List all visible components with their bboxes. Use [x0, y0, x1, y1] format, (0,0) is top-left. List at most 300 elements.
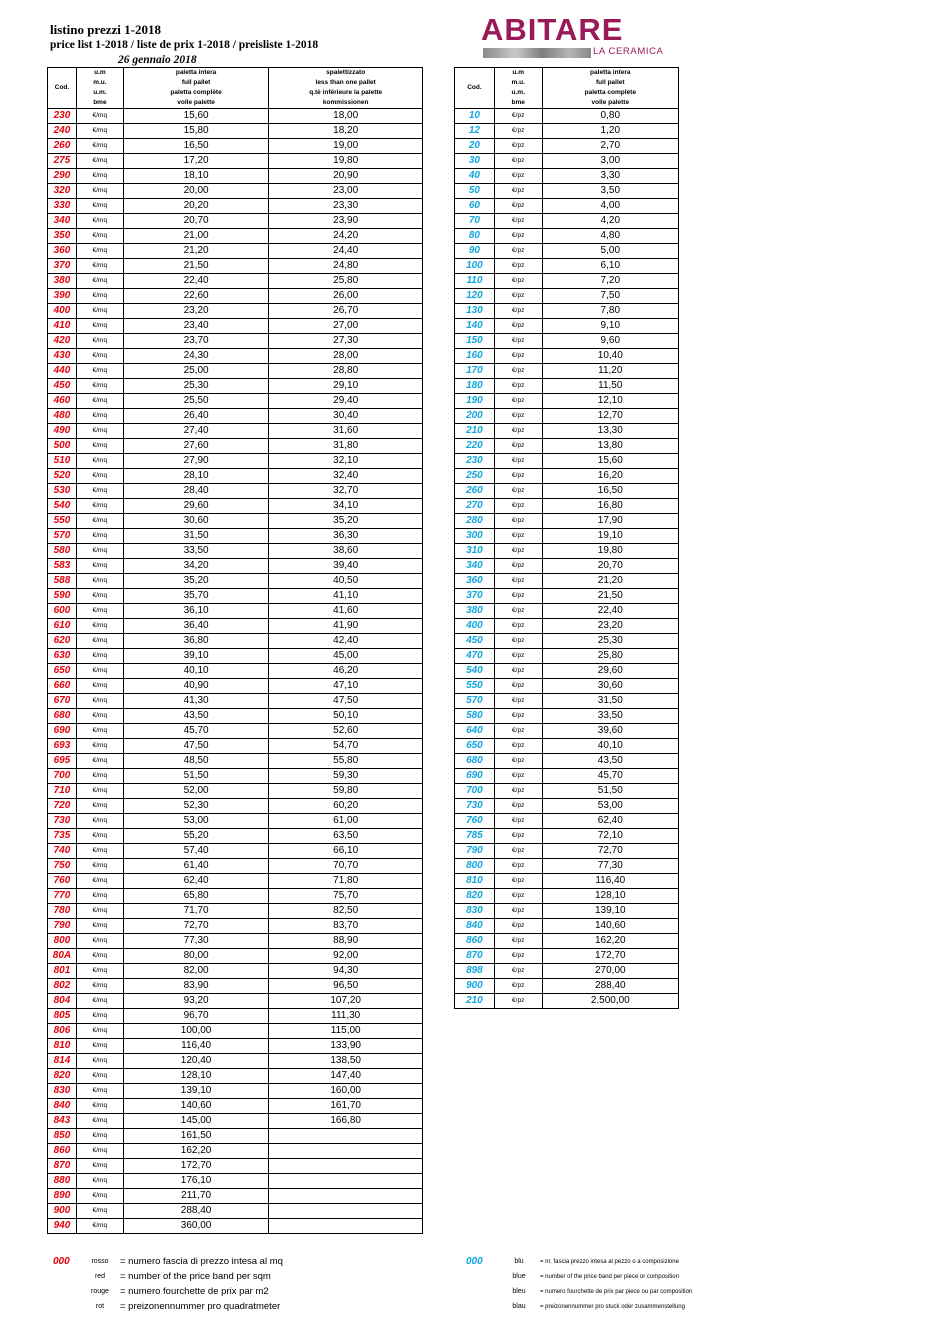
- cell-unit: €/mq: [76, 514, 123, 529]
- cell-code: 620: [48, 634, 77, 649]
- cell-code: 700: [455, 784, 495, 799]
- cell-code: 840: [48, 1099, 77, 1114]
- cell-code: 840: [455, 919, 495, 934]
- cell-partial-pallet-price: 60,20: [269, 799, 423, 814]
- cell-unit: €/mq: [76, 139, 123, 154]
- cell-full-pallet-price: 22,60: [123, 289, 269, 304]
- cell-code: 120: [455, 289, 495, 304]
- cell-full-pallet-price: 51,50: [123, 769, 269, 784]
- table-row: [48, 859, 423, 874]
- cell-partial-pallet-price: 26,00: [269, 289, 423, 304]
- cell-partial-pallet-price: 115,00: [269, 1024, 423, 1039]
- cell-unit: €/mq: [76, 1054, 123, 1069]
- cell-unit: €/pz: [494, 904, 542, 919]
- cell-unit: €/mq: [76, 304, 123, 319]
- cell-partial-pallet-price: 66,10: [269, 844, 423, 859]
- cell-unit: €/pz: [494, 469, 542, 484]
- cell-full-pallet-price: 28,10: [123, 469, 269, 484]
- cell-partial-pallet-price: [269, 1129, 423, 1144]
- table-row: [48, 604, 423, 619]
- cell-full-pallet-price: 162,20: [542, 934, 678, 949]
- cell-unit: €/mq: [76, 1174, 123, 1189]
- table-row: [455, 364, 679, 379]
- cell-code: 210: [455, 994, 495, 1009]
- cell-code: 800: [48, 934, 77, 949]
- table-row: [455, 784, 679, 799]
- cell-full-pallet-price: 27,60: [123, 439, 269, 454]
- cell-full-pallet-price: 20,70: [542, 559, 678, 574]
- cell-code: 583: [48, 559, 77, 574]
- cell-full-pallet-price: 15,80: [123, 124, 269, 139]
- table-row: [48, 1024, 423, 1039]
- cell-unit: €/mq: [76, 349, 123, 364]
- table-row: [455, 544, 679, 559]
- cell-full-pallet-price: 21,20: [123, 244, 269, 259]
- cell-unit: €/pz: [494, 109, 542, 124]
- table-row: [48, 544, 423, 559]
- cell-full-pallet-price: 31,50: [123, 529, 269, 544]
- cell-unit: €/mq: [76, 994, 123, 1009]
- cell-code: 10: [455, 109, 495, 124]
- cell-unit: €/mq: [76, 1144, 123, 1159]
- cell-unit: €/pz: [494, 784, 542, 799]
- cell-partial-pallet-price: [269, 1204, 423, 1219]
- cell-unit: €/pz: [494, 214, 542, 229]
- cell-partial-pallet-price: 147,40: [269, 1069, 423, 1084]
- price-table-piece: [454, 67, 679, 1009]
- cell-full-pallet-price: 176,10: [123, 1174, 269, 1189]
- cell-code: 830: [455, 904, 495, 919]
- table-row: [455, 679, 679, 694]
- cell-partial-pallet-price: 32,10: [269, 454, 423, 469]
- table-row: [48, 454, 423, 469]
- table-row: [455, 859, 679, 874]
- cell-full-pallet-price: 45,70: [542, 769, 678, 784]
- cell-unit: €/mq: [76, 904, 123, 919]
- cell-partial-pallet-price: 50,10: [269, 709, 423, 724]
- cell-code: 695: [48, 754, 77, 769]
- cell-unit: €/pz: [494, 424, 542, 439]
- cell-full-pallet-price: 33,50: [123, 544, 269, 559]
- legend-blue: [454, 1256, 754, 1316]
- cell-full-pallet-price: 35,20: [123, 574, 269, 589]
- cell-unit: €/pz: [494, 559, 542, 574]
- cell-unit: €/pz: [494, 979, 542, 994]
- cell-partial-pallet-price: 133,90: [269, 1039, 423, 1054]
- cell-partial-pallet-price: 32,40: [269, 469, 423, 484]
- cell-code: 230: [455, 454, 495, 469]
- cell-partial-pallet-price: 31,80: [269, 439, 423, 454]
- table-row: [48, 229, 423, 244]
- cell-full-pallet-price: 9,10: [542, 319, 678, 334]
- cell-full-pallet-price: 16,20: [542, 469, 678, 484]
- cell-unit: €/pz: [494, 724, 542, 739]
- cell-full-pallet-price: 11,20: [542, 364, 678, 379]
- table-row: [48, 694, 423, 709]
- table-row: [48, 964, 423, 979]
- table-row: [455, 274, 679, 289]
- cell-code: 230: [48, 109, 77, 124]
- cell-full-pallet-price: 45,70: [123, 724, 269, 739]
- cell-unit: €/mq: [76, 484, 123, 499]
- table-row: [455, 214, 679, 229]
- cell-code: 760: [455, 814, 495, 829]
- cell-partial-pallet-price: 88,90: [269, 934, 423, 949]
- cell-full-pallet-price: 10,40: [542, 349, 678, 364]
- cell-unit: €/pz: [494, 544, 542, 559]
- table-row: [48, 274, 423, 289]
- cell-code: 480: [48, 409, 77, 424]
- cell-unit: €/pz: [494, 619, 542, 634]
- cell-code: 550: [455, 679, 495, 694]
- cell-full-pallet-price: 96,70: [123, 1009, 269, 1024]
- table-row: [48, 139, 423, 154]
- cell-full-pallet-price: 16,80: [542, 499, 678, 514]
- cell-unit: €/mq: [76, 394, 123, 409]
- cell-full-pallet-price: 5,00: [542, 244, 678, 259]
- cell-unit: €/pz: [494, 334, 542, 349]
- cell-partial-pallet-price: 160,00: [269, 1084, 423, 1099]
- cell-code: 80A: [48, 949, 77, 964]
- table-row: [48, 739, 423, 754]
- cell-unit: €/mq: [76, 274, 123, 289]
- cell-partial-pallet-price: 96,50: [269, 979, 423, 994]
- table-row: [455, 484, 679, 499]
- table-row: [48, 1009, 423, 1024]
- cell-partial-pallet-price: 166,80: [269, 1114, 423, 1129]
- table-row: [455, 934, 679, 949]
- cell-code: 470: [455, 649, 495, 664]
- table-row: [455, 514, 679, 529]
- cell-unit: €/pz: [494, 634, 542, 649]
- col-header-um: u.m m.u. u.m. bme: [76, 68, 123, 109]
- cell-code: 40: [455, 169, 495, 184]
- cell-unit: €/mq: [76, 724, 123, 739]
- table-row: [48, 769, 423, 784]
- cell-partial-pallet-price: 18,00: [269, 109, 423, 124]
- cell-unit: €/mq: [76, 424, 123, 439]
- table-row: [48, 844, 423, 859]
- cell-full-pallet-price: 36,10: [123, 604, 269, 619]
- table-row: [455, 379, 679, 394]
- table-row: [48, 1129, 423, 1144]
- table-row: [455, 184, 679, 199]
- table-row: [48, 499, 423, 514]
- table-row: [48, 1039, 423, 1054]
- table-row: [48, 1144, 423, 1159]
- table-row: [48, 514, 423, 529]
- cell-partial-pallet-price: 47,10: [269, 679, 423, 694]
- col-header-um: u.m m.u. u.m. bme: [494, 68, 542, 109]
- cell-code: 80: [455, 229, 495, 244]
- table-row: [48, 874, 423, 889]
- cell-full-pallet-price: 3,30: [542, 169, 678, 184]
- table-row: [48, 1159, 423, 1174]
- cell-full-pallet-price: 48,50: [123, 754, 269, 769]
- cell-code: 580: [455, 709, 495, 724]
- cell-unit: €/mq: [76, 1084, 123, 1099]
- table-row: [455, 814, 679, 829]
- cell-partial-pallet-price: 35,20: [269, 514, 423, 529]
- cell-full-pallet-price: 4,20: [542, 214, 678, 229]
- cell-partial-pallet-price: 23,90: [269, 214, 423, 229]
- cell-code: 680: [48, 709, 77, 724]
- cell-full-pallet-price: 4,00: [542, 199, 678, 214]
- cell-full-pallet-price: 83,90: [123, 979, 269, 994]
- cell-unit: €/mq: [76, 379, 123, 394]
- table-row: [48, 589, 423, 604]
- cell-code: 250: [455, 469, 495, 484]
- table-row: [455, 454, 679, 469]
- cell-code: 785: [455, 829, 495, 844]
- cell-full-pallet-price: 18,10: [123, 169, 269, 184]
- table-row: [48, 259, 423, 274]
- cell-code: 870: [48, 1159, 77, 1174]
- table-row: [48, 199, 423, 214]
- cell-full-pallet-price: 72,70: [123, 919, 269, 934]
- cell-full-pallet-price: 80,00: [123, 949, 269, 964]
- cell-unit: €/mq: [76, 844, 123, 859]
- cell-code: 860: [48, 1144, 77, 1159]
- cell-unit: €/mq: [76, 574, 123, 589]
- cell-full-pallet-price: 43,50: [542, 754, 678, 769]
- cell-code: 805: [48, 1009, 77, 1024]
- table-row: [455, 139, 679, 154]
- cell-unit: €/pz: [494, 229, 542, 244]
- table-row: [48, 244, 423, 259]
- cell-partial-pallet-price: 29,10: [269, 379, 423, 394]
- cell-code: 880: [48, 1174, 77, 1189]
- col-header-full-pallet: paletta intera full pallet paletta complète volle palette: [123, 68, 269, 109]
- cell-full-pallet-price: 20,70: [123, 214, 269, 229]
- cell-code: 660: [48, 679, 77, 694]
- table-row: [455, 334, 679, 349]
- cell-full-pallet-price: 35,70: [123, 589, 269, 604]
- cell-code: 460: [48, 394, 77, 409]
- cell-partial-pallet-price: 28,80: [269, 364, 423, 379]
- legend-line: blue = number of the price band per piece or composition: [512, 1273, 679, 1280]
- cell-code: 550: [48, 514, 77, 529]
- cell-full-pallet-price: 100,00: [123, 1024, 269, 1039]
- cell-unit: €/pz: [494, 484, 542, 499]
- table-row: [48, 1069, 423, 1084]
- cell-unit: €/mq: [76, 964, 123, 979]
- table-row: [455, 919, 679, 934]
- cell-full-pallet-price: 23,20: [542, 619, 678, 634]
- cell-code: 730: [48, 814, 77, 829]
- cell-full-pallet-price: 139,10: [542, 904, 678, 919]
- table-row: [455, 874, 679, 889]
- cell-full-pallet-price: 25,30: [542, 634, 678, 649]
- cell-code: 690: [455, 769, 495, 784]
- cell-full-pallet-price: 28,40: [123, 484, 269, 499]
- table-row: [455, 109, 679, 124]
- cell-full-pallet-price: 34,20: [123, 559, 269, 574]
- table-row: [455, 604, 679, 619]
- cell-code: 420: [48, 334, 77, 349]
- cell-unit: €/mq: [76, 1159, 123, 1174]
- page-date: 26 gennaio 2018: [118, 54, 197, 66]
- cell-unit: €/mq: [76, 169, 123, 184]
- cell-partial-pallet-price: 29,40: [269, 394, 423, 409]
- cell-code: 220: [455, 439, 495, 454]
- cell-unit: €/pz: [494, 259, 542, 274]
- cell-code: 588: [48, 574, 77, 589]
- cell-code: 380: [455, 604, 495, 619]
- cell-partial-pallet-price: 83,70: [269, 919, 423, 934]
- cell-code: 260: [455, 484, 495, 499]
- cell-unit: €/pz: [494, 184, 542, 199]
- cell-unit: €/mq: [76, 859, 123, 874]
- cell-unit: €/pz: [494, 694, 542, 709]
- cell-partial-pallet-price: 20,90: [269, 169, 423, 184]
- table-row: [48, 574, 423, 589]
- cell-code: 570: [455, 694, 495, 709]
- cell-code: 650: [455, 739, 495, 754]
- cell-unit: €/pz: [494, 304, 542, 319]
- cell-unit: €/mq: [76, 499, 123, 514]
- price-table-sqm-body: [48, 109, 423, 1234]
- cell-full-pallet-price: 17,20: [123, 154, 269, 169]
- cell-code: 810: [455, 874, 495, 889]
- table-row: [455, 889, 679, 904]
- cell-code: 530: [48, 484, 77, 499]
- cell-full-pallet-price: 25,80: [542, 649, 678, 664]
- table-row: [455, 829, 679, 844]
- cell-partial-pallet-price: 24,40: [269, 244, 423, 259]
- table-row: [48, 949, 423, 964]
- cell-unit: €/mq: [76, 544, 123, 559]
- cell-full-pallet-price: 13,30: [542, 424, 678, 439]
- table-row: [455, 319, 679, 334]
- cell-full-pallet-price: 20,20: [123, 199, 269, 214]
- table-row: [48, 289, 423, 304]
- cell-unit: €/mq: [76, 184, 123, 199]
- cell-unit: €/pz: [494, 169, 542, 184]
- cell-full-pallet-price: 29,60: [542, 664, 678, 679]
- cell-full-pallet-price: 40,90: [123, 679, 269, 694]
- cell-partial-pallet-price: 75,70: [269, 889, 423, 904]
- table-row: [455, 439, 679, 454]
- cell-code: 100: [455, 259, 495, 274]
- cell-code: 814: [48, 1054, 77, 1069]
- cell-unit: €/pz: [494, 994, 542, 1009]
- cell-code: 310: [455, 544, 495, 559]
- cell-full-pallet-price: 7,20: [542, 274, 678, 289]
- cell-partial-pallet-price: 24,20: [269, 229, 423, 244]
- cell-full-pallet-price: 71,70: [123, 904, 269, 919]
- table-row: [48, 934, 423, 949]
- table-row: [48, 619, 423, 634]
- cell-unit: €/mq: [76, 154, 123, 169]
- cell-full-pallet-price: 62,40: [542, 814, 678, 829]
- table-row: [455, 949, 679, 964]
- cell-unit: €/mq: [76, 244, 123, 259]
- cell-unit: €/pz: [494, 889, 542, 904]
- cell-code: 540: [455, 664, 495, 679]
- cell-code: 590: [48, 589, 77, 604]
- cell-unit: €/pz: [494, 199, 542, 214]
- cell-full-pallet-price: 52,30: [123, 799, 269, 814]
- cell-code: 140: [455, 319, 495, 334]
- cell-partial-pallet-price: 52,60: [269, 724, 423, 739]
- cell-full-pallet-price: 139,10: [123, 1084, 269, 1099]
- table-row: [455, 304, 679, 319]
- cell-full-pallet-price: 30,60: [542, 679, 678, 694]
- cell-unit: €/pz: [494, 844, 542, 859]
- table-row: [455, 409, 679, 424]
- table-row: [455, 349, 679, 364]
- cell-unit: €/mq: [76, 439, 123, 454]
- cell-partial-pallet-price: 41,90: [269, 619, 423, 634]
- cell-partial-pallet-price: 54,70: [269, 739, 423, 754]
- cell-code: 340: [48, 214, 77, 229]
- cell-code: 160: [455, 349, 495, 364]
- cell-code: 670: [48, 694, 77, 709]
- table-row: [48, 1084, 423, 1099]
- table-row: [48, 634, 423, 649]
- cell-partial-pallet-price: 19,80: [269, 154, 423, 169]
- table-row: [48, 364, 423, 379]
- table-row: [48, 394, 423, 409]
- cell-unit: €/pz: [494, 604, 542, 619]
- cell-code: 802: [48, 979, 77, 994]
- cell-unit: €/mq: [76, 289, 123, 304]
- cell-partial-pallet-price: 42,40: [269, 634, 423, 649]
- cell-unit: €/mq: [76, 664, 123, 679]
- cell-code: 500: [48, 439, 77, 454]
- col-header-full-pallet: paletta intera full pallet paletta complète volle palette: [542, 68, 678, 109]
- table-row: [455, 664, 679, 679]
- cell-unit: €/mq: [76, 769, 123, 784]
- cell-code: 240: [48, 124, 77, 139]
- table-row: [455, 769, 679, 784]
- cell-unit: €/pz: [494, 649, 542, 664]
- cell-partial-pallet-price: 82,50: [269, 904, 423, 919]
- cell-full-pallet-price: 65,80: [123, 889, 269, 904]
- cell-full-pallet-price: 270,00: [542, 964, 678, 979]
- cell-full-pallet-price: 140,60: [123, 1099, 269, 1114]
- cell-full-pallet-price: 57,40: [123, 844, 269, 859]
- cell-unit: €/pz: [494, 814, 542, 829]
- cell-unit: €/mq: [76, 1009, 123, 1024]
- table-row: [455, 649, 679, 664]
- cell-code: 580: [48, 544, 77, 559]
- table-row: [48, 1189, 423, 1204]
- table-row: [455, 289, 679, 304]
- table-row: [455, 979, 679, 994]
- cell-unit: €/pz: [494, 829, 542, 844]
- cell-full-pallet-price: 39,60: [542, 724, 678, 739]
- abitare-logo: [481, 12, 677, 57]
- cell-full-pallet-price: 12,10: [542, 394, 678, 409]
- cell-full-pallet-price: 21,00: [123, 229, 269, 244]
- cell-code: 450: [48, 379, 77, 394]
- cell-partial-pallet-price: 32,70: [269, 484, 423, 499]
- table-row: [48, 484, 423, 499]
- cell-partial-pallet-price: 25,80: [269, 274, 423, 289]
- cell-code: 320: [48, 184, 77, 199]
- cell-code: 390: [48, 289, 77, 304]
- table-row: [48, 124, 423, 139]
- cell-full-pallet-price: 16,50: [123, 139, 269, 154]
- table-row: [48, 1204, 423, 1219]
- table-row: [455, 244, 679, 259]
- cell-partial-pallet-price: 45,00: [269, 649, 423, 664]
- cell-unit: €/pz: [494, 589, 542, 604]
- cell-partial-pallet-price: 47,50: [269, 694, 423, 709]
- cell-unit: €/pz: [494, 874, 542, 889]
